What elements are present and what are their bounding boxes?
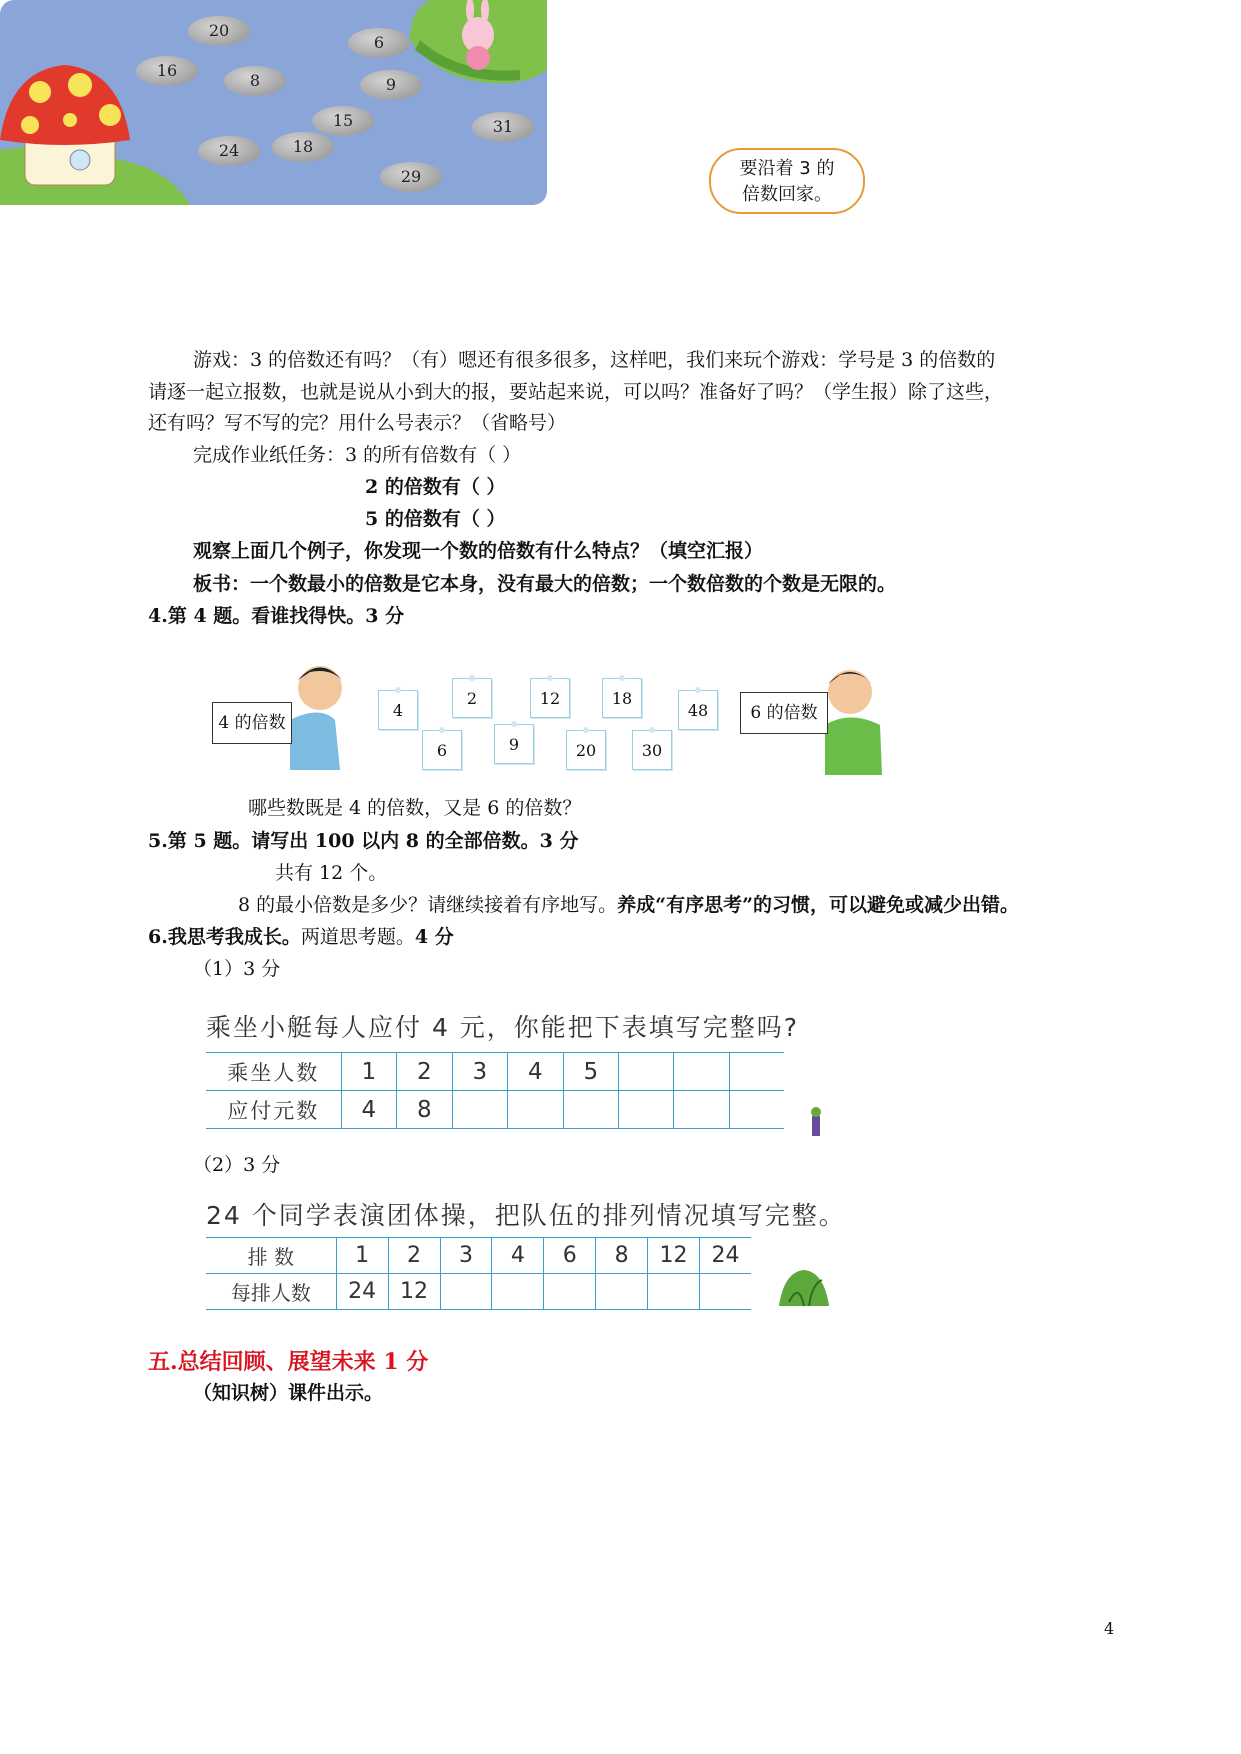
table-cell: 3 bbox=[452, 1053, 507, 1091]
table-cell bbox=[508, 1091, 563, 1129]
sign-multiples-of-6: 6 的倍数 bbox=[740, 692, 828, 734]
question-4-title: 4.第 4 题。看谁找得快。3 分 bbox=[148, 605, 405, 627]
formation-table bbox=[206, 1237, 751, 1310]
number-card: 9 bbox=[494, 724, 534, 764]
q6-title-bold: 6.我思考我成长。 bbox=[148, 926, 301, 948]
speech-line: 要沿着 3 的 bbox=[739, 158, 835, 179]
table-cell: 应付元数 bbox=[206, 1091, 341, 1129]
observe-line: 观察上面几个例子，你发现一个数的倍数有什么特点？（填空汇报） bbox=[193, 540, 764, 562]
table-cell: 12 bbox=[648, 1238, 700, 1274]
table-1-title: 乘坐小艇每人应付 4 元，你能把下表填写完整吗? bbox=[206, 1013, 800, 1042]
stone: 20 bbox=[188, 16, 250, 46]
table-cell bbox=[563, 1091, 618, 1129]
stone: 15 bbox=[312, 106, 374, 136]
task-line: 完成作业纸任务：3 的所有倍数有（ ） bbox=[193, 444, 522, 466]
table-cell bbox=[700, 1274, 752, 1310]
table-cell bbox=[440, 1274, 492, 1310]
hint-plain: 8 的最小倍数是多少？请继续接着有序地写。 bbox=[238, 894, 618, 916]
number-card: 2 bbox=[452, 678, 492, 718]
q6-title-plain: 两道思考题。 bbox=[300, 926, 415, 948]
table-cell: 2 bbox=[397, 1053, 452, 1091]
section-5-line: （知识树）课件出示。 bbox=[193, 1382, 384, 1404]
multiples-illustration bbox=[210, 660, 910, 780]
stone: 29 bbox=[380, 162, 442, 192]
stone: 18 bbox=[272, 132, 334, 162]
table-cell: 排 数 bbox=[206, 1238, 336, 1274]
table-cell: 5 bbox=[563, 1053, 618, 1091]
table-cell: 每排人数 bbox=[206, 1274, 336, 1310]
page-number: 4 bbox=[1104, 1619, 1115, 1638]
table-cell bbox=[648, 1274, 700, 1310]
table-cell: 4 bbox=[341, 1091, 396, 1129]
number-card: 20 bbox=[566, 730, 606, 770]
table-2-title: 24 个同学表演团体操，把队伍的排列情况填写完整。 bbox=[206, 1201, 846, 1230]
table-cell bbox=[674, 1091, 729, 1129]
table-cell bbox=[729, 1053, 784, 1091]
question-6-title bbox=[148, 925, 454, 949]
section-5-title: 五.总结回顾、展望未来 1 分 bbox=[148, 1349, 429, 1375]
table-cell: 乘坐人数 bbox=[206, 1053, 341, 1091]
table-cell: 8 bbox=[596, 1238, 648, 1274]
figure-icon bbox=[806, 1106, 826, 1136]
number-card: 12 bbox=[530, 678, 570, 718]
stone: 9 bbox=[360, 70, 422, 100]
paragraph-line: 游戏：3 的倍数还有吗？（有）嗯还有很多很多，这样吧，我们来玩个游戏：学号是 3 的倍数的 bbox=[193, 349, 996, 371]
part-2-label: （2）3 分 bbox=[193, 1154, 281, 1176]
plant-icon bbox=[774, 1262, 834, 1308]
table-cell: 4 bbox=[508, 1053, 563, 1091]
sign-multiples-of-4: 4 的倍数 bbox=[212, 702, 292, 744]
table-cell bbox=[729, 1091, 784, 1129]
hint-line bbox=[238, 893, 1019, 917]
count-line: 共有 12 个。 bbox=[275, 862, 388, 884]
table-cell: 1 bbox=[341, 1053, 396, 1091]
task-line: 2 的倍数有（ ） bbox=[365, 476, 506, 498]
number-card: 6 bbox=[422, 730, 462, 770]
hint-bold: 养成“有序思考”的习惯，可以避免或减少出错。 bbox=[617, 894, 1019, 916]
table-cell bbox=[674, 1053, 729, 1091]
number-card: 30 bbox=[632, 730, 672, 770]
boat-fare-table bbox=[206, 1052, 784, 1129]
table-cell: 12 bbox=[388, 1274, 440, 1310]
table-cell bbox=[544, 1274, 596, 1310]
table-cell bbox=[619, 1091, 674, 1129]
stone: 16 bbox=[136, 56, 198, 86]
task-line: 5 的倍数有（ ） bbox=[365, 508, 506, 530]
river-illustration bbox=[0, 0, 547, 205]
stone: 6 bbox=[348, 28, 410, 58]
question-5-title: 5.第 5 题。请写出 100 以内 8 的全部倍数。3 分 bbox=[148, 830, 579, 852]
paragraph-line: 请逐一起立报数，也就是说从小到大的报，要站起来说，可以吗？准备好了吗？（学生报）除了这些， bbox=[148, 381, 1004, 403]
speech-bubble bbox=[709, 148, 865, 214]
table-cell: 6 bbox=[544, 1238, 596, 1274]
stone: 8 bbox=[224, 66, 286, 96]
table-cell: 8 bbox=[397, 1091, 452, 1129]
table-cell: 24 bbox=[336, 1274, 388, 1310]
table-cell: 2 bbox=[388, 1238, 440, 1274]
part-1-label: （1）3 分 bbox=[193, 958, 281, 980]
question-4-prompt: 哪些数既是 4 的倍数，又是 6 的倍数？ bbox=[248, 797, 582, 819]
table-cell: 3 bbox=[440, 1238, 492, 1274]
table-cell bbox=[619, 1053, 674, 1091]
river-scene bbox=[0, 0, 547, 205]
number-card: 48 bbox=[678, 690, 718, 730]
table-cell bbox=[492, 1274, 544, 1310]
stone: 24 bbox=[198, 136, 260, 166]
table-cell: 4 bbox=[492, 1238, 544, 1274]
paragraph-line: 还有吗？写不写的完？用什么号表示？（省略号） bbox=[148, 412, 567, 434]
table-cell: 1 bbox=[336, 1238, 388, 1274]
number-card: 4 bbox=[378, 690, 418, 730]
number-card: 18 bbox=[602, 678, 642, 718]
stone: 31 bbox=[472, 112, 534, 142]
speech-line: 倍数回家。 bbox=[742, 184, 832, 205]
board-line: 板书：一个数最小的倍数是它本身，没有最大的倍数；一个数倍数的个数是无限的。 bbox=[193, 573, 897, 595]
table-cell bbox=[452, 1091, 507, 1129]
table-cell: 24 bbox=[700, 1238, 752, 1274]
table-cell bbox=[596, 1274, 648, 1310]
q6-title-points: 4 分 bbox=[414, 926, 454, 948]
